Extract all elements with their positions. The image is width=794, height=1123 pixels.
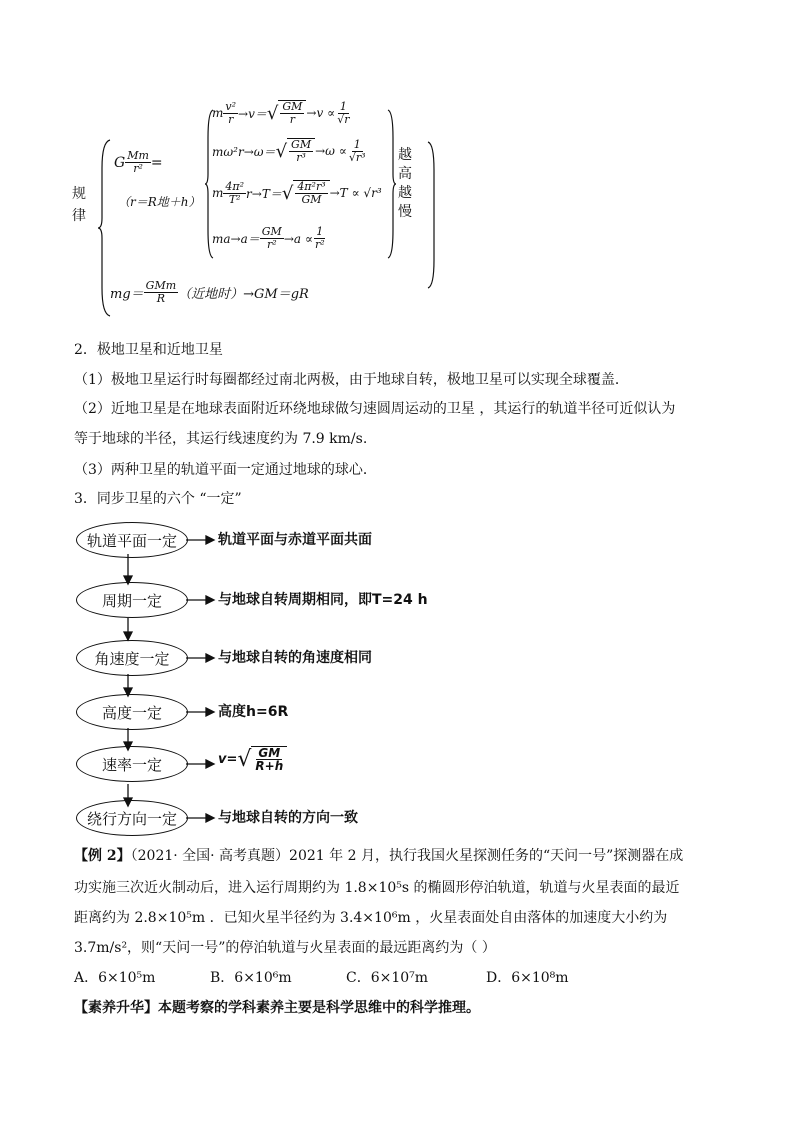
speed-sqrt-den: R+h xyxy=(255,759,284,773)
row2-prop: →ω ∝ xyxy=(315,144,347,158)
law-row-period: m $\frac{\text{4π²}}{\text{T²}}$ r→T＝ √ $\frac{\text{4π²r³}}{GM}$ →T ∝ √r³ xyxy=(212,179,382,206)
row1-sqrt-den: r xyxy=(289,113,295,126)
result-speed: v= √ $\frac{GM}{R+h}$ xyxy=(218,746,287,772)
speed-v-eq: v= xyxy=(218,751,238,767)
summary-text: 本题考察的学科素养主要是科学思维中的科学推理。 xyxy=(158,1000,480,1016)
option-b[interactable]: B．6×10⁶m xyxy=(210,970,292,986)
row2-r-num: 1 xyxy=(353,137,361,151)
speed-sqrt-num: GM xyxy=(258,746,281,760)
example-line4: 3.7m/s²，则“天问一号”的停泊轨道与火星表面的最远距离约为（ ） xyxy=(74,940,496,956)
row3-sqrt-num: 4π²r³ xyxy=(297,180,326,193)
row1-r-num: 1 xyxy=(339,99,347,113)
side-label-1: 规 xyxy=(72,186,86,202)
radius-note: （r＝R地＋h） xyxy=(118,195,201,209)
row2-r-den: √r³ xyxy=(348,150,366,164)
oval-height: 高度一定 xyxy=(76,694,188,730)
oval-period: 周期一定 xyxy=(76,582,188,618)
section2-heading: 2．极地卫星和近地卫星 xyxy=(74,342,223,358)
law-row-mg xyxy=(110,280,309,305)
gravity-den: r² xyxy=(133,162,143,175)
mg-lhs: mg＝ xyxy=(110,287,144,302)
example-line1 xyxy=(74,846,683,866)
row3-den: T² xyxy=(228,192,241,206)
gravity-num: Mm xyxy=(127,149,149,162)
result-period: 与地球自转周期相同，即T=24 h xyxy=(218,592,428,608)
summary xyxy=(74,998,480,1018)
flow-horizontal-arrows xyxy=(186,528,226,828)
row1-r-den: √r xyxy=(337,112,350,126)
row1-sqrt-num: GM xyxy=(282,100,303,113)
option-d[interactable]: D．6×10⁸m xyxy=(486,970,569,986)
row2-sqrt-den: r³ xyxy=(296,151,306,164)
side-label-2: 律 xyxy=(72,208,86,224)
oval-angular-velocity: 角速度一定 xyxy=(76,640,188,676)
row1-v-eq: →v＝ xyxy=(238,106,267,121)
row4-den: r² xyxy=(266,238,277,251)
right-label-char-2: 高 xyxy=(398,166,412,182)
higher-slower-label xyxy=(398,146,412,222)
section2-p2-line2: 等于地球的半径，其运行线速度约为 7.9 km/s. xyxy=(74,431,368,447)
option-c[interactable]: C．6×10⁷m xyxy=(346,970,429,986)
row2-lhs: mω²r→ω＝ xyxy=(212,144,276,159)
row4-r-den: r² xyxy=(314,238,325,251)
example-line3: 距离约为 2.8×10⁵m ．已知火星半径约为 3.4×10⁶m ，火星表面处自由落体的加速度大小约为 xyxy=(74,910,668,926)
law-row-velocity: m $\frac{\text{v²}}{r}$ →v＝ √ $\frac{GM}{r}$ →v ∝ $\frac{1}{√r}$ xyxy=(212,99,350,126)
result-orbit-plane: 轨道平面与赤道平面共面 xyxy=(218,532,372,548)
oval-orbit-plane: 轨道平面一定 xyxy=(76,522,188,558)
oval-direction: 绕行方向一定 xyxy=(76,800,188,836)
section3-heading: 3．同步卫星的六个 “一定” xyxy=(74,491,242,507)
law-row-omega: mω²r→ω＝ √ $\frac{GM}{\text{r³}}$ →ω ∝ $\frac{1}{\text{√r³}}$ xyxy=(212,137,366,164)
gravity-eq: = xyxy=(150,154,163,171)
inner-right-brace xyxy=(386,108,398,260)
mg-num: GMm xyxy=(145,279,177,292)
result-angular-velocity: 与地球自转的角速度相同 xyxy=(218,650,372,666)
row2-sqrt-num: GM xyxy=(291,138,312,151)
gravity-g: G xyxy=(114,154,126,171)
row4-prop: →a ∝ xyxy=(283,231,313,246)
row3-prop: →T ∝ √r³ xyxy=(329,186,382,200)
option-a[interactable]: A．6×10⁵m xyxy=(74,970,156,986)
example-tag: 【例 2】 xyxy=(74,848,131,864)
outer-right-brace xyxy=(426,140,436,290)
mg-rhs: （近地时）→GM＝gR xyxy=(178,287,309,302)
gravity-expression xyxy=(114,150,163,175)
row4-lhs: ma→a＝ xyxy=(212,232,260,246)
row1-prop: →v ∝ xyxy=(306,106,336,120)
row1-m: m xyxy=(212,106,224,120)
row1-num: v² xyxy=(225,99,237,113)
right-label-char-3: 越 xyxy=(398,185,412,201)
law-row-accel xyxy=(212,226,327,251)
row4-r-num: 1 xyxy=(316,225,324,238)
summary-tag: 【素养升华】 xyxy=(74,1000,158,1016)
section2-p3: （3）两种卫星的轨道平面一定通过地球的球心． xyxy=(74,462,377,478)
oval-speed: 速率一定 xyxy=(76,746,188,782)
result-height: 高度h=6R xyxy=(218,704,289,720)
right-label-char-4: 慢 xyxy=(398,204,412,220)
row3-t-eq: r→T＝ xyxy=(246,186,282,201)
example-line1-text: （2021· 全国· 高考真题）2021 年 2 月，执行我国火星探测任务的“天问一号”探测器在成 xyxy=(130,848,684,864)
right-label-char-1: 越 xyxy=(398,147,412,163)
row3-sqrt-den: GM xyxy=(301,193,322,206)
row3-m: m xyxy=(212,186,224,200)
example-line2: 功实施三次近火制动后，进入运行周期约为 1.8×10⁵s 的椭圆形停泊轨道，轨道与火星表面的最近 xyxy=(74,880,680,896)
row3-num: 4π² xyxy=(225,179,245,193)
row1-den: r xyxy=(228,112,234,126)
section2-p2-line1: （2）近地卫星是在地球表面附近环绕地球做匀速圆周运动的卫星 ，其运行的轨道半径可近似认为 xyxy=(74,401,676,417)
section2-p1: （1）极地卫星运行时每圈都经过南北两极，由于地球自转，极地卫星可以实现全球覆盖． xyxy=(74,372,629,388)
mg-den: R xyxy=(156,292,166,305)
row4-num: GM xyxy=(261,225,282,238)
result-direction: 与地球自转的方向一致 xyxy=(218,810,358,826)
